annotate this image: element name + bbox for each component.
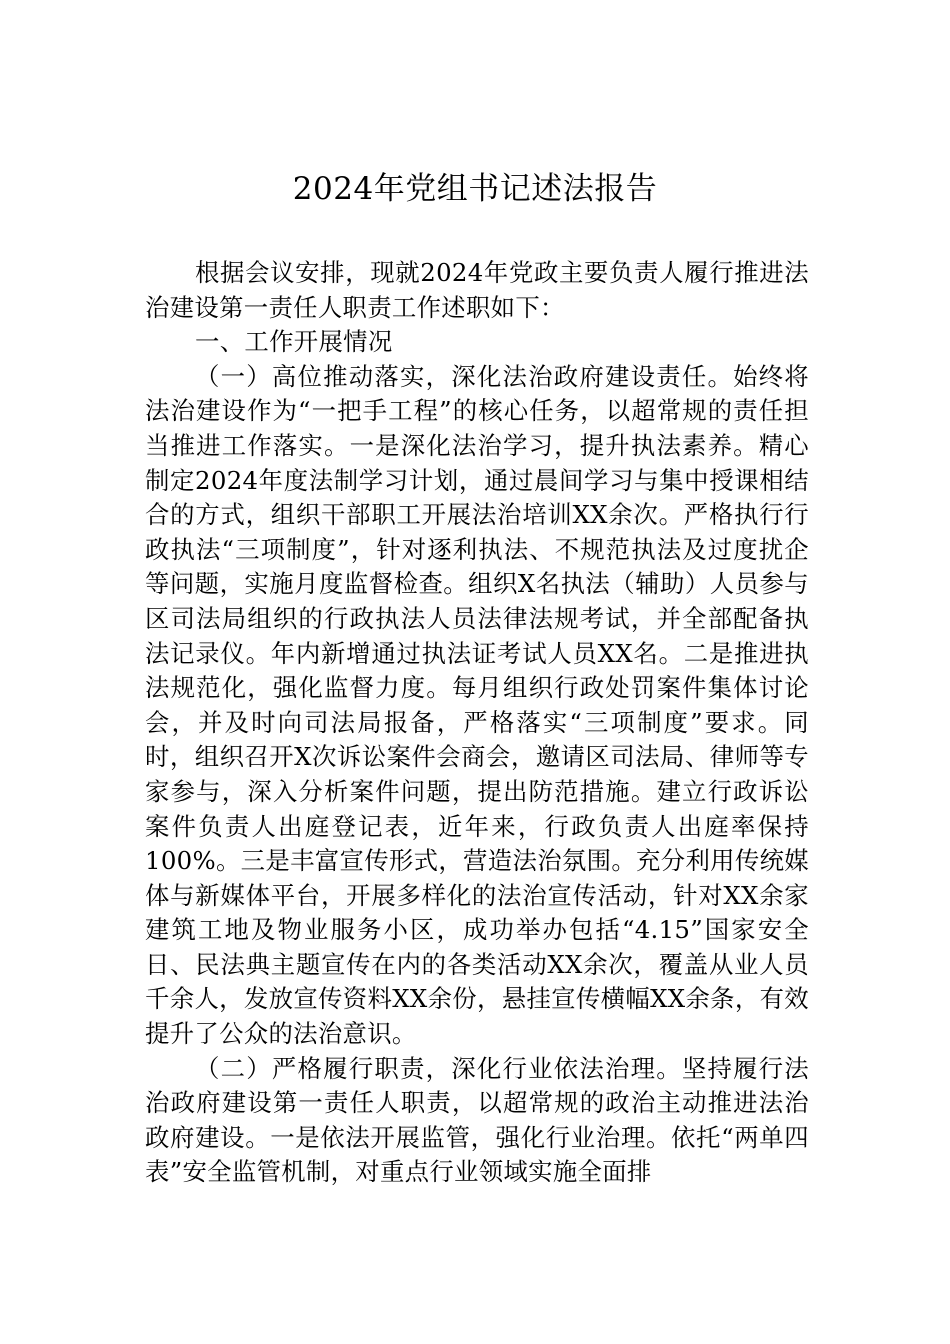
- document-body: [145, 256, 809, 1190]
- section-heading: 一、工作开展情况: [195, 327, 393, 357]
- body-paragraph-2: （二）严格履行职责，深化行业依法治理。坚持履行法治政府建设第一责任人职责，以超常规的政治主动推进法治政府建设。一是依法开展监管，强化行业治理。依托“两单四表”安全监管机制，对重点行业领域实施全面排: [145, 1053, 809, 1187]
- document-title: 2024年党组书记述法报告: [292, 171, 658, 207]
- body-paragraph-1: （一）高位推动落实，深化法治政府建设责任。始终将法治建设作为“一把手工程”的核心任务，以超常规的责任担当推进工作落实。一是深化法治学习，提升执法素养。精心制定2024年度法制学习计划，通过晨间学习与集中授课相结合的方式，组织干部职工开展法治培训XX余次。严格执行行政执法“三项制度”，针对逐利执法、不规范执法及过度扰企等问题，实施月度监督检查。组织X名执法（辅助）人员参与区司法局组织的行政执法人员法律法规考试，并全部配备执法记录仪。年内新增通过执法证考试人员XX名。二是推进执法规范化，强化监督力度。每月组织行政处罚案件集体讨论会，并及时向司法局报备，严格落实“三项制度”要求。同时，组织召开X次诉讼案件会商会，邀请区司法局、律师等专家参与，深入分析案件问题，提出防范措施。建立行政诉讼案件负责人出庭登记表，近年来，行政负责人出庭率保持100%。三是丰富宣传形式，营造法治氛围。充分利用传统媒体与新媒体平台，开展多样化的法治宣传活动，针对XX余家建筑工地及物业服务小区，成功举办包括“4.15”国家安全日、民法典主题宣传在内的各类活动XX余次，覆盖从业人员千余人，发放宣传资料XX余份，悬挂宣传横幅XX余条，有效提升了公众的法治意识。: [145, 361, 809, 1049]
- intro-paragraph: 根据会议安排，现就2024年党政主要负责人履行推进法治建设第一责任人职责工作述职如下：: [145, 258, 809, 322]
